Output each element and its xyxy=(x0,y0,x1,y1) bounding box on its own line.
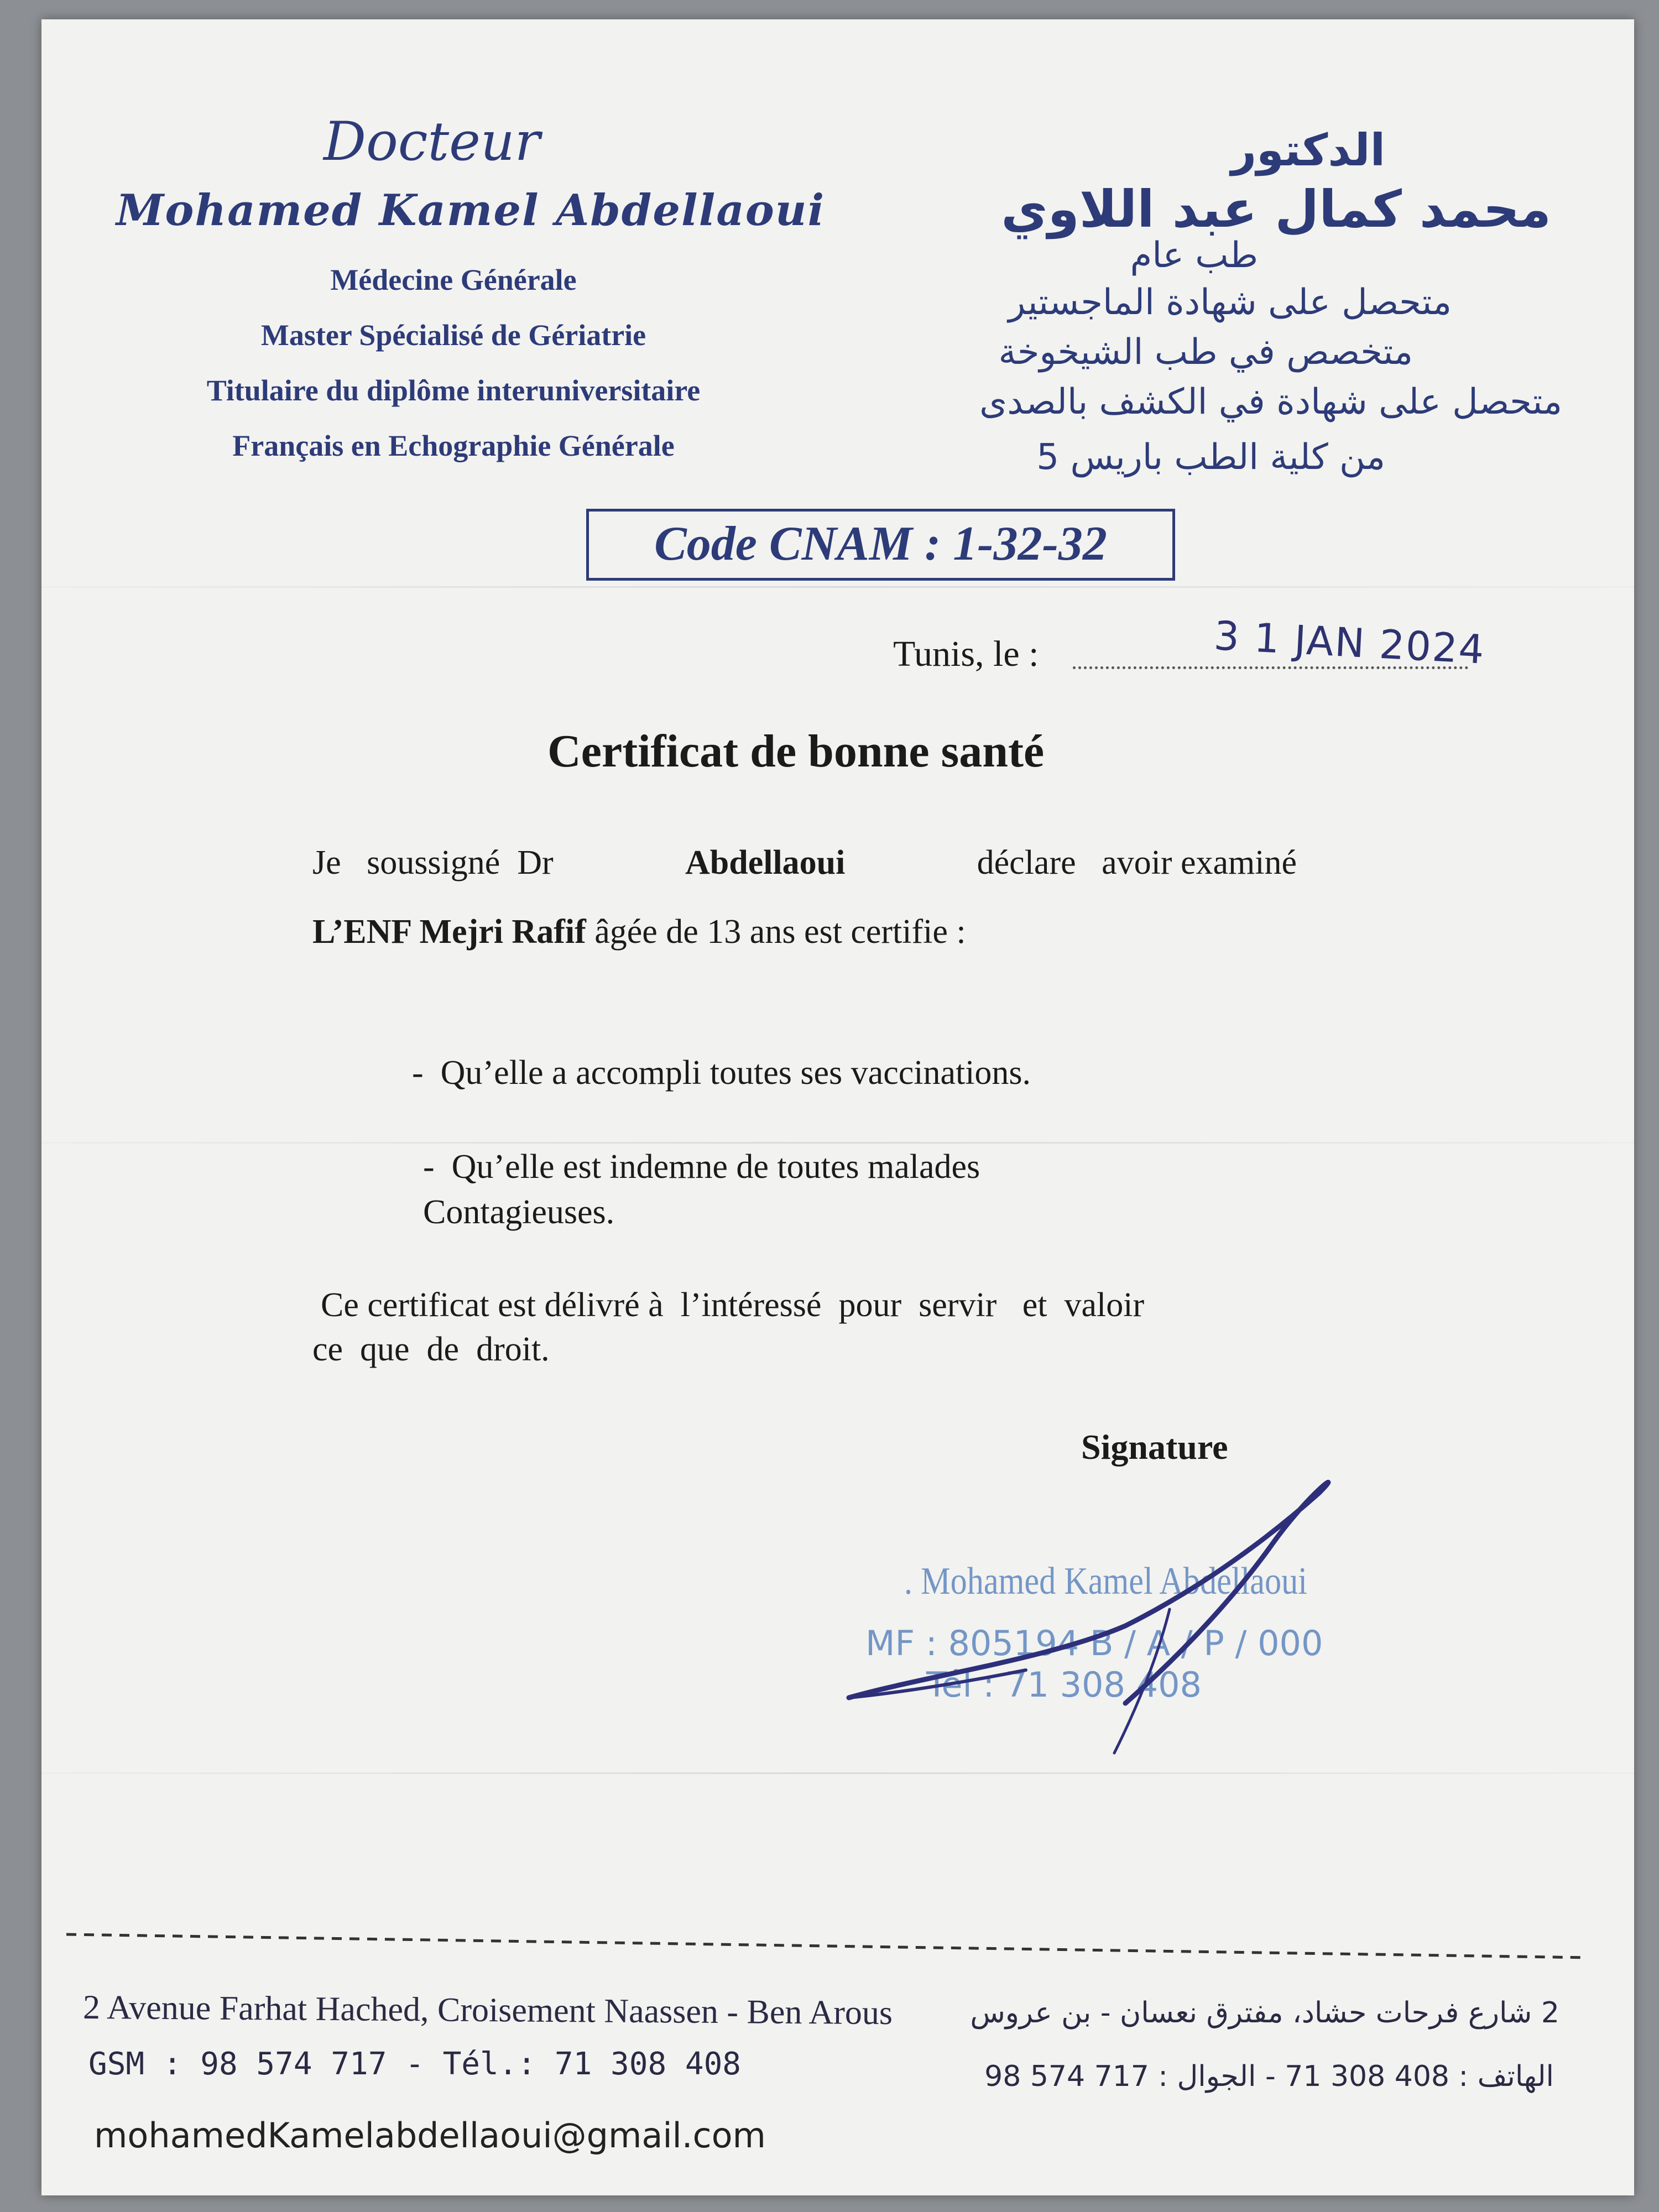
declaration-line-1 xyxy=(312,843,1297,883)
footer-phone-ar: الهاتف : 408 308 71 - الجوال : 717 574 98 xyxy=(984,2060,1554,2093)
stamp-name: . Mohamed Kamel Abdellaoui xyxy=(904,1560,1307,1603)
footer-address-fr: 2 Avenue Farhat Hached, Croisement Naassen - Ben Arous xyxy=(82,1989,893,2032)
header-ar-title: الدكتور xyxy=(1230,124,1385,176)
paper-fold-middle xyxy=(41,1142,1634,1144)
paper-fold-top xyxy=(41,586,1634,588)
header-ar-name: محمد كمال عبد اللاوي xyxy=(1001,180,1551,239)
certificate-title: Certificat de bonne santé xyxy=(547,726,1045,777)
footer-dashed-divider xyxy=(66,1930,1587,1963)
certification-item-vaccinations: - Qu’elle a accompli toutes ses vaccinations. xyxy=(412,1054,1031,1092)
date-label: Tunis, le : xyxy=(893,634,1039,674)
handwritten-signature xyxy=(816,1443,1424,1803)
doctor-surname: Abdellaoui xyxy=(685,844,846,881)
certification-item-contagious-cont: Contagieuses. xyxy=(423,1193,615,1231)
header-ar-specialty: طب عام xyxy=(1130,235,1258,276)
signature-label: Signature xyxy=(1081,1427,1228,1467)
cnam-code-box xyxy=(586,509,1175,581)
patient-name: L’ENF Mejri Rafif xyxy=(312,913,586,951)
header-doctor-name: Mohamed Kamel Abdellaoui xyxy=(116,185,826,236)
header-ar-line: متحصل على شهادة في الكشف بالصدى xyxy=(979,382,1562,422)
header-specialty-line: Titulaire du diplôme interuniversitaire xyxy=(206,374,701,407)
declaration-prefix: Je soussigné Dr xyxy=(312,844,554,881)
declaration-suffix: déclare avoir examiné xyxy=(977,844,1297,881)
stamp-tax-id: MF : 805194 B / A / P / 000 xyxy=(865,1623,1323,1663)
header-specialty-line: Français en Echographie Générale xyxy=(232,429,675,462)
header-specialty-line: Master Spécialisé de Gériatrie xyxy=(260,319,646,352)
header-docteur: Docteur xyxy=(324,111,540,173)
footer-phone-fr: GSM : 98 574 717 - Tél.: 71 308 408 xyxy=(88,2046,742,2082)
stamp-phone: Tél : 71 308 408 xyxy=(926,1665,1202,1705)
closing-line-1: Ce certificat est délivré à l’intéressé pour servir et valoir xyxy=(321,1286,1145,1324)
cnam-code-text: Code CNAM : 1-32-32 xyxy=(654,517,1107,571)
footer-address-ar: 2 شارع فرحات حشاد، مفترق نعسان - بن عروس xyxy=(970,1996,1559,2030)
declaration-line-2 xyxy=(312,912,966,952)
patient-age-text: âgée de 13 ans est certifie : xyxy=(586,913,966,951)
date-stamp: 3 1 JAN 2024 xyxy=(1213,612,1486,673)
header-ar-line: من كلية الطب باريس 5 xyxy=(1036,437,1385,478)
header-ar-line: متخصص في طب الشيخوخة xyxy=(998,332,1413,373)
header-specialty-line: Médecine Générale xyxy=(330,263,577,296)
certification-item-contagious: - Qu’elle est indemne de toutes malades xyxy=(423,1148,980,1186)
header-ar-line: متحصل على شهادة الماجستير xyxy=(1008,282,1452,323)
certificate-paper xyxy=(41,19,1634,2195)
footer-email: mohamedKamelabdellaoui@gmail.com xyxy=(94,2115,766,2156)
closing-line-2: ce que de droit. xyxy=(312,1331,550,1368)
